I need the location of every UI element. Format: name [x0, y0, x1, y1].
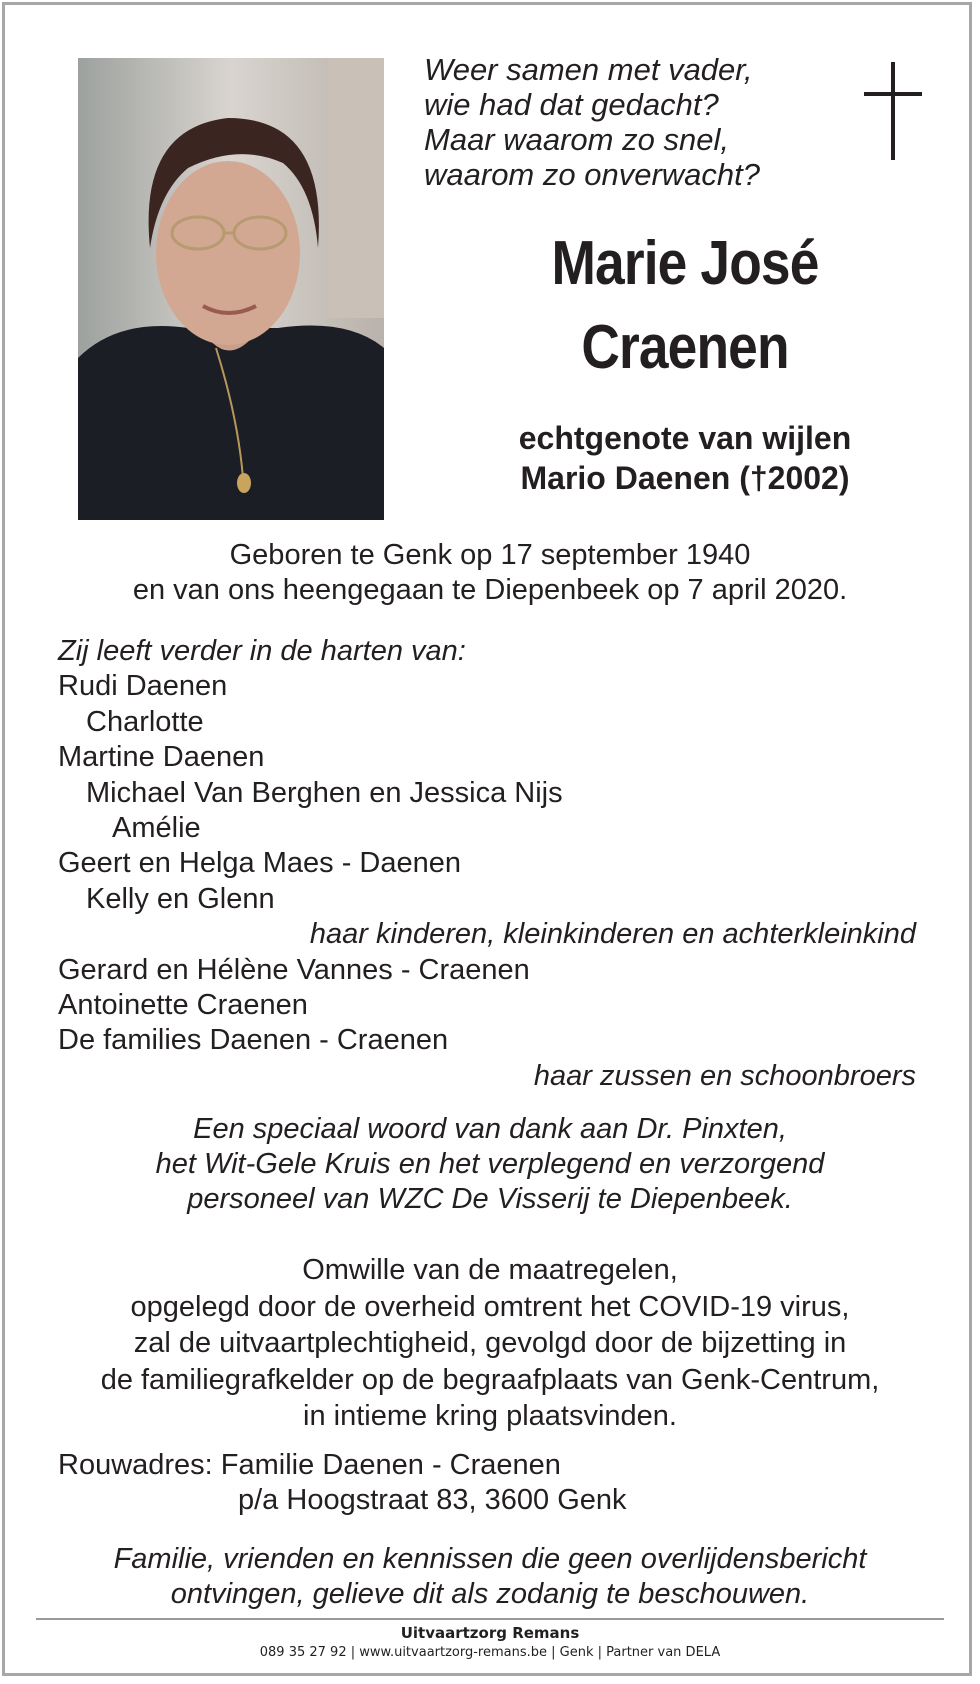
- poem-line: Maar waarom zo snel,: [424, 122, 729, 157]
- thanks-line: personeel van WZC De Visserij te Diepenbeek.: [187, 1183, 793, 1215]
- covid-line: in intieme kring plaatsvinden.: [303, 1400, 677, 1432]
- spouse-line: echtgenote van wijlen: [518, 420, 852, 456]
- thanks-line: Een speciaal woord van dank aan Dr. Pinxten,: [193, 1113, 787, 1145]
- family-member: Michael Van Berghen en Jessica Nijs: [86, 776, 563, 809]
- family-member: Charlotte: [86, 705, 204, 738]
- born-line: Geboren te Genk op 17 september 1940: [229, 539, 751, 571]
- family-member: Kelly en Glenn: [86, 882, 275, 915]
- funeral-company-info: 089 35 27 92 | www.uitvaartzorg-remans.be | Genk | Partner van DELA: [259, 1645, 721, 1660]
- poem-line: Weer samen met vader,: [424, 52, 753, 87]
- footer-divider: [36, 1618, 944, 1620]
- family-member: Gerard en Hélène Vannes - Craenen: [58, 953, 530, 986]
- covid-notice: [40, 1252, 940, 1435]
- closing-notice: [40, 1542, 940, 1612]
- covid-line: opgelegd door de overheid omtrent het COVID-19 virus,: [130, 1290, 850, 1323]
- children-relation: haar kinderen, kleinkinderen en achterkleinkind: [309, 918, 916, 951]
- poem: [424, 52, 844, 192]
- cross-icon: [864, 62, 922, 160]
- family-member: Amélie: [112, 812, 201, 845]
- family-list: [58, 634, 918, 1094]
- covid-line: Omwille van de maatregelen,: [302, 1254, 678, 1286]
- family-member: De families Daenen - Craenen: [58, 1024, 449, 1057]
- deceased-name: [474, 222, 895, 390]
- thanks-text: [40, 1112, 940, 1217]
- thanks-line: het Wit-Gele Kruis en het verplegend en verzorgend: [155, 1148, 825, 1180]
- poem-line: waarom zo onverwacht?: [424, 157, 760, 192]
- family-member: Martine Daenen: [58, 741, 265, 774]
- poem-line: wie had dat gedacht?: [424, 87, 719, 122]
- spouse-line: Mario Daenen (†2002): [520, 460, 850, 496]
- died-line: en van ons heengegaan te Diepenbeek op 7 april 2020.: [132, 574, 848, 606]
- birth-death-info: [40, 538, 940, 608]
- siblings-relation: haar zussen en schoonbroers: [533, 1059, 916, 1092]
- family-member: Geert en Helga Maes - Daenen: [58, 847, 461, 880]
- address-line: p/a Hoogstraat 83, 3600 Genk: [238, 1484, 627, 1516]
- deceased-first-names: Marie José: [551, 229, 819, 298]
- deceased-last-name: Craenen: [581, 313, 789, 382]
- address-line: Rouwadres: Familie Daenen - Craenen: [58, 1449, 561, 1481]
- funeral-company-name: Uitvaartzorg Remans: [400, 1624, 580, 1642]
- family-intro: Zij leeft verder in de harten van:: [58, 635, 466, 667]
- family-member: Rudi Daenen: [58, 670, 228, 703]
- portrait-photo: [78, 58, 384, 520]
- family-member: Antoinette Craenen: [58, 989, 308, 1022]
- covid-line: zal de uitvaartplechtigheid, gevolgd door de bijzetting in: [133, 1327, 847, 1359]
- spouse-info: [440, 418, 930, 498]
- notice-line: ontvingen, gelieve dit als zodanig te beschouwen.: [170, 1578, 810, 1610]
- covid-line: de familiegrafkelder op de begraafplaats van Genk-Centrum,: [100, 1363, 880, 1396]
- mourning-address: [58, 1448, 918, 1518]
- notice-line: Familie, vrienden en kennissen die geen overlijdensbericht: [113, 1543, 867, 1575]
